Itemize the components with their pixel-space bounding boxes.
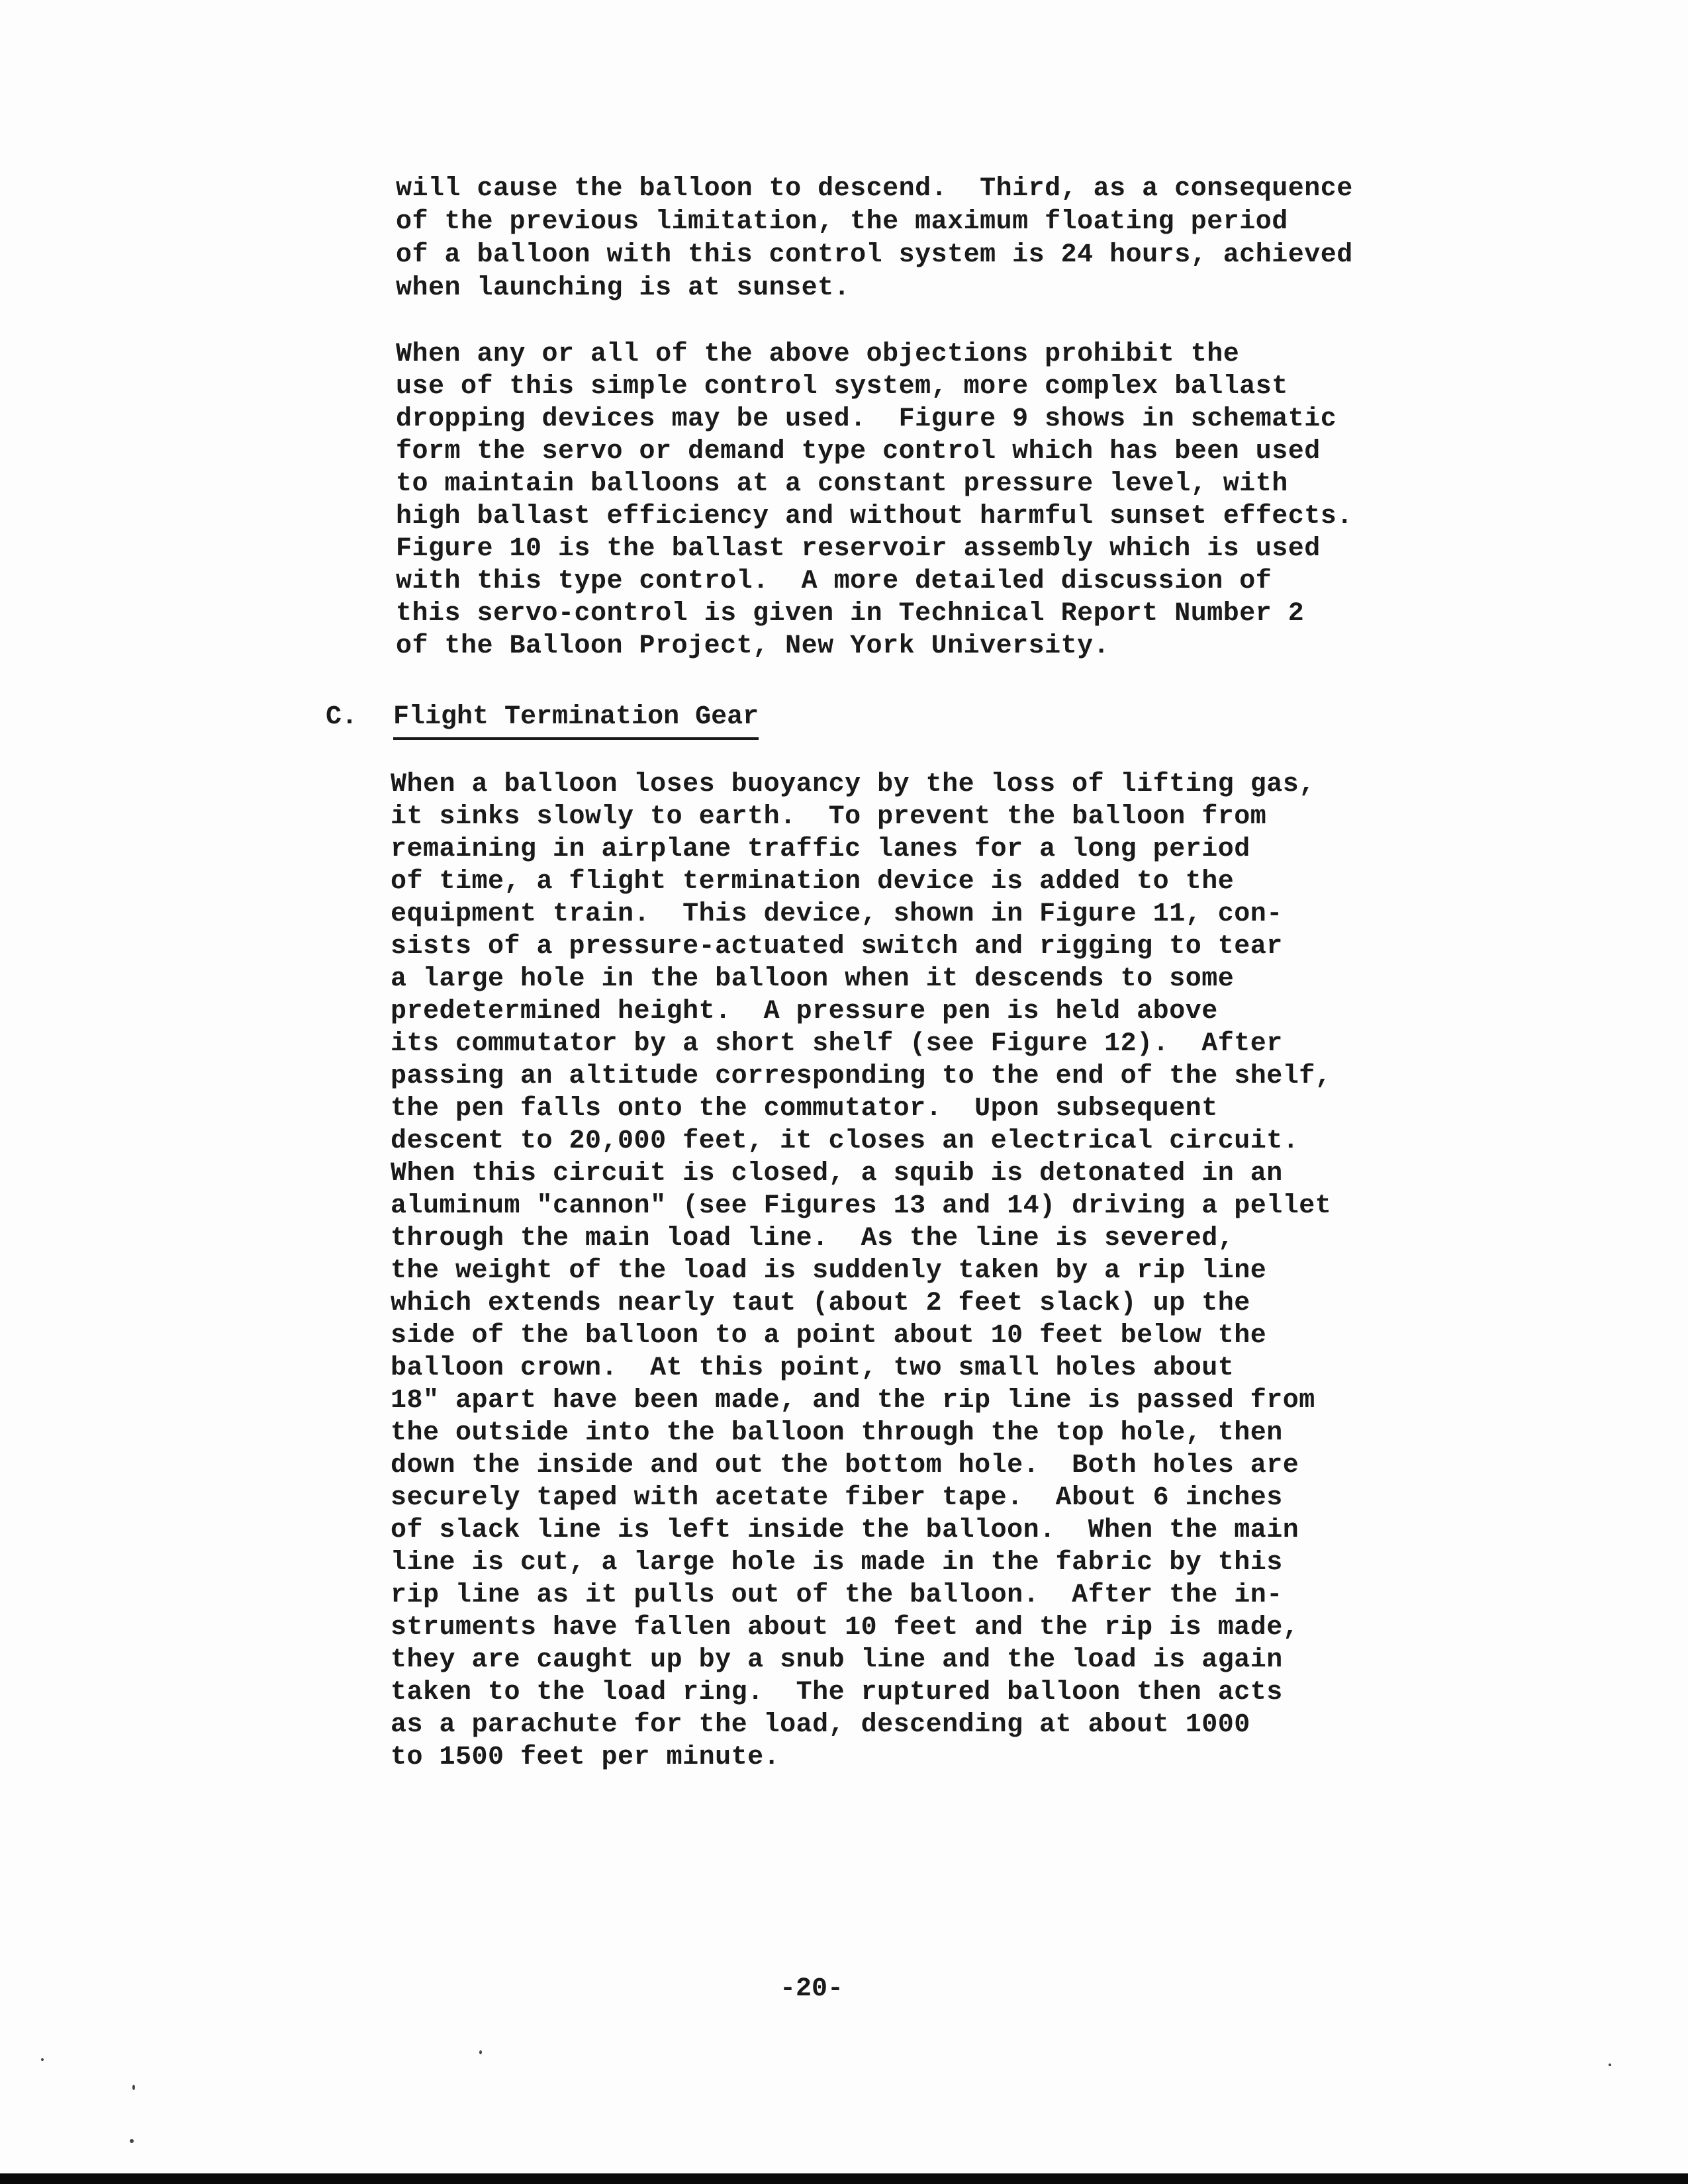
- text-line: side of the balloon to a point about 10 feet below the: [391, 1321, 1267, 1351]
- scan-speck: [132, 2085, 135, 2090]
- text-line: 18" apart have been made, and the rip line is passed from: [391, 1386, 1315, 1416]
- text-line: of a balloon with this control system is 24 hours, achieved: [396, 240, 1353, 270]
- text-line: it sinks slowly to earth. To prevent the balloon from: [391, 802, 1267, 832]
- text-line: passing an altitude corresponding to the end of the shelf,: [391, 1062, 1332, 1091]
- text-line: struments have fallen about 10 feet and the rip is made,: [391, 1613, 1299, 1643]
- text-line: the pen falls onto the commutator. Upon subsequent: [391, 1094, 1218, 1124]
- text-line: remaining in airplane traffic lanes for a long period: [391, 835, 1250, 864]
- text-line: When this circuit is closed, a squib is detonated in an: [391, 1159, 1283, 1189]
- text-line: equipment train. This device, shown in Figure 11, con-: [391, 899, 1283, 929]
- text-line: with this type control. A more detailed discussion of: [396, 567, 1272, 596]
- text-line: use of this simple control system, more complex ballast: [396, 372, 1288, 402]
- text-line: of the previous limitation, the maximum floating period: [396, 207, 1288, 237]
- scan-speck: [130, 2139, 134, 2143]
- text-line: form the servo or demand type control which has been used: [396, 437, 1321, 467]
- text-line: when launching is at sunset.: [396, 273, 851, 303]
- text-line: will cause the balloon to descend. Third, as a consequence: [396, 174, 1353, 204]
- text-line: dropping devices may be used. Figure 9 shows in schematic: [396, 404, 1337, 434]
- scan-speck: [1609, 2064, 1611, 2066]
- text-line: taken to the load ring. The ruptured balloon then acts: [391, 1678, 1283, 1707]
- section-letter: C.: [326, 702, 358, 732]
- scan-bottom-edge: [0, 2173, 1688, 2184]
- text-line: they are caught up by a snub line and the load is again: [391, 1645, 1283, 1675]
- text-line: as a parachute for the load, descending at about 1000: [391, 1710, 1250, 1740]
- text-line: high ballast efficiency and without harmful sunset effects.: [396, 502, 1353, 531]
- text-line: predetermined height. A pressure pen is held above: [391, 997, 1218, 1026]
- text-line: its commutator by a short shelf (see Figure 12). After: [391, 1029, 1283, 1059]
- text-line: securely taped with acetate fiber tape. About 6 inches: [391, 1483, 1283, 1513]
- section-heading: Flight Termination Gear: [393, 702, 759, 740]
- text-line: down the inside and out the bottom hole. Both holes are: [391, 1451, 1299, 1480]
- text-line: of slack line is left inside the balloon. When the main: [391, 1516, 1299, 1545]
- text-line: rip line as it pulls out of the balloon. After the in-: [391, 1580, 1283, 1610]
- scan-speck: [479, 2050, 482, 2054]
- text-line: sists of a pressure-actuated switch and rigging to tear: [391, 932, 1283, 962]
- text-line: of the Balloon Project, New York University.: [396, 631, 1110, 661]
- text-line: When a balloon loses buoyancy by the loss of lifting gas,: [391, 770, 1315, 799]
- text-line: line is cut, a large hole is made in the fabric by this: [391, 1548, 1283, 1578]
- text-line: this servo-control is given in Technical Report Number 2: [396, 599, 1305, 629]
- text-line: which extends nearly taut (about 2 feet slack) up the: [391, 1289, 1250, 1318]
- text-line: of time, a flight termination device is added to the: [391, 867, 1235, 897]
- text-line: a large hole in the balloon when it descends to some: [391, 964, 1235, 994]
- text-line: through the main load line. As the line is severed,: [391, 1224, 1235, 1253]
- text-line: descent to 20,000 feet, it closes an electrical circuit.: [391, 1126, 1299, 1156]
- text-line: to maintain balloons at a constant pressure level, with: [396, 469, 1288, 499]
- text-line: to 1500 feet per minute.: [391, 1743, 780, 1772]
- text-line: Figure 10 is the ballast reservoir assembly which is used: [396, 534, 1321, 564]
- text-line: balloon crown. At this point, two small holes about: [391, 1353, 1235, 1383]
- scan-speck: [41, 2058, 44, 2061]
- text-line: the outside into the balloon through the top hole, then: [391, 1418, 1283, 1448]
- text-line: aluminum "cannon" (see Figures 13 and 14) driving a pellet: [391, 1191, 1332, 1221]
- text-line: the weight of the load is suddenly taken by a rip line: [391, 1256, 1267, 1286]
- text-line: When any or all of the above objections prohibit the: [396, 340, 1240, 369]
- page-number: -20-: [780, 1974, 844, 2004]
